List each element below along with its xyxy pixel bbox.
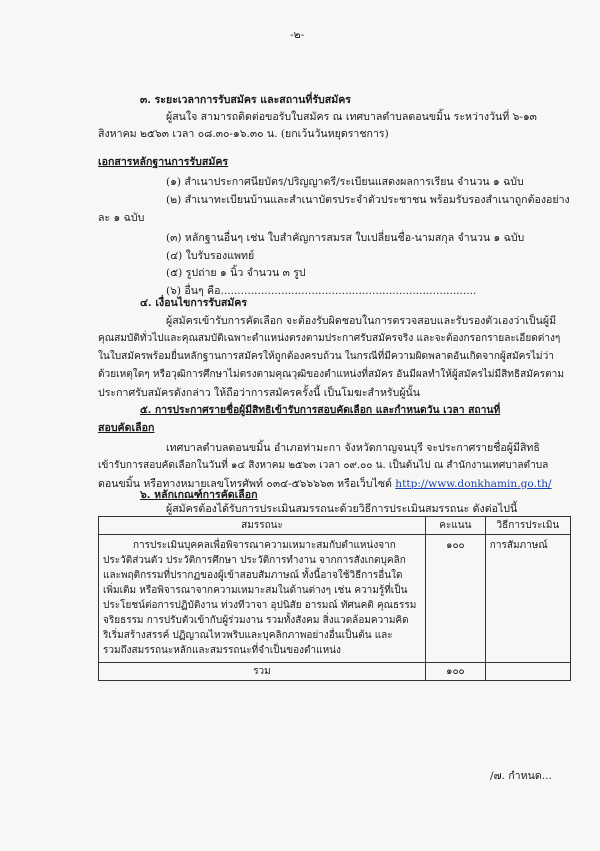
section3-line2: สิงหาคม ๒๕๖๓ เวลา ๐๘.๓๐-๑๖.๓๐ น. (ยกเว้นวันหยุดราชการ) (98, 128, 389, 140)
section4-heading: ๔. เงื่อนไขการรับสมัคร (140, 297, 248, 309)
section5-line3-text: ดอนขมิ้น หรือทางหมายเลขโทรศัพท์ ๐๓๔-๕๖๖๖๖๓ หรือเว็บไซต์ (98, 478, 396, 490)
description-line: ริเริ่มสร้างสรรค์ ปฏิญาณไหวพริบและบุคลิกภาพอย่างอื่นเป็นต้น และ (103, 630, 393, 641)
section4-line-4: ด้วยเหตุใดๆ หรือวุฒิการศึกษาไม่ตรงตามคุณวุฒิของตำแหน่งที่สมัคร อันมีผลทำให้ผู้สมัครไม่มีสิทธิสมัครตาม (98, 369, 564, 380)
description-line: การประเมินบุคคลเพื่อพิจารณาความเหมาะสมกับตำแหน่งจาก (133, 540, 396, 551)
description-line: ประโยชน์ต่อการปฏิบัติงาน ท่วงทีวาจา อุปนิสัย อารมณ์ ทัศนคติ คุณธรรม (103, 600, 417, 611)
documents-item-6: (๖) อื่นๆ คือ............................................................................ (166, 285, 477, 297)
table-header-row (99, 517, 571, 535)
total-label: รวม (99, 663, 426, 681)
total-score: ๑๐๐ (425, 663, 485, 681)
table-total-row (99, 663, 571, 681)
documents-item-2-cont: ละ ๑ ฉบับ (98, 212, 145, 224)
description-line: และพฤติกรรมที่ปรากฏของผู้เข้าสอบสัมภาษณ์ ทั้งนี้อาจใช้วิธีการอื่นใด (103, 570, 403, 581)
score-cell: ๑๐๐ (425, 535, 485, 663)
section5-line2: เข้ารับการสอบคัดเลือกในวันที่ ๑๔ สิงหาคม ๒๕๖๓ เวลา ๐๙.๐๐ น. เป็นต้นไป ณ สำนักงานเทศบาลตำบล (98, 460, 549, 471)
section5-line1: เทศบาลตำบลดอนขมิ้น อำเภอท่ามะกา จังหวัดกาญจนบุรี จะประกาศรายชื่อผู้มีสิทธิ (166, 442, 540, 454)
header-competency: สมรรถนะ (99, 517, 426, 535)
section4-line-3: ในใบสมัครพร้อมยื่นหลักฐานการสมัครให้ถูกต้องครบถ้วน ในกรณีที่มีความผิดพลาดอันเกิดจากผู้สมัครไม่ว่า (98, 351, 554, 362)
documents-item-4: (๔) ใบรับรองแพทย์ (166, 250, 255, 262)
total-empty (485, 663, 570, 681)
section3-heading-text: ๓. ระยะเวลาการรับสมัคร และสถานที่รับสมัคร (140, 94, 351, 106)
section5-heading-cont: สอบคัดเลือก (98, 422, 155, 434)
method-cell: การสัมภาษณ์ (485, 535, 570, 663)
description-line: ประวัติส่วนตัว ประวัติการศึกษา ประวัติการทำงาน จากการสังเกตบุคลิก (103, 555, 406, 566)
documents-item-5: (๕) รูปถ่าย ๑ นิ้ว จำนวน ๓ รูป (166, 267, 306, 279)
website-link[interactable]: http://www.donkhamin.go.th/ (395, 478, 552, 490)
competency-description (99, 535, 426, 663)
section4-line-1: ผู้สมัครเข้ารับการคัดเลือก จะต้องรับผิดชอบในการตรวจสอบและรับรองตัวเองว่าเป็นผู้มี (166, 315, 557, 327)
section4-line-2: คุณสมบัติทั่วไปและคุณสมบัติเฉพาะตำแหน่งตรงตามประกาศรับสมัครจริง และจะต้องกรอกรายละเอียดต่างๆ (98, 333, 561, 344)
documents-item-3: (๓) หลักฐานอื่นๆ เช่น ใบสำคัญการสมรส ใบเปลี่ยนชื่อ-นามสกุล จำนวน ๑ ฉบับ (166, 232, 525, 244)
section3-heading (140, 93, 351, 107)
section3-line1: ผู้สนใจ สามารถติดต่อขอรับใบสมัคร ณ เทศบาลตำบลดอนขมิ้น ระหว่างวันที่ ๖-๑๓ (166, 111, 537, 123)
description-line: เพิ่มเติม หรือพิจารณาจากความเหมาะสมในด้านต่างๆ เช่น ความรู้ที่เป็น (103, 585, 408, 596)
header-score: คะแนน (425, 517, 485, 535)
next-page-indicator: /๗. กำหนด... (490, 770, 552, 782)
description-line: รวมถึงสมรรถนะหลักและสมรรถนะที่จำเป็นของตำแหน่ง (103, 645, 341, 656)
section4-line-5: ประกาศรับสมัครดังกล่าว ให้ถือว่าการสมัครครั้งนี้ เป็นโมฆะสำหรับผู้นั้น (98, 387, 421, 399)
description-line: จริยธรรม การปรับตัวเข้ากับผู้ร่วมงาน รวมทั้งสังคม สิ่งแวดล้อมความคิด (103, 615, 409, 626)
documents-heading: เอกสารหลักฐานการรับสมัคร (98, 156, 229, 168)
section5-heading: ๕. การประกาศรายชื่อผู้มีสิทธิเข้ารับการสอบคัดเลือก และกำหนดวัน เวลา สถานที่ (140, 404, 501, 416)
table-row (99, 535, 571, 663)
documents-item-2: (๒) สำเนาทะเบียนบ้านและสำเนาบัตรประจำตัวประชาชน พร้อมรับรองสำเนาถูกต้องอย่าง (166, 194, 570, 206)
header-method: วิธีการประเมิน (485, 517, 570, 535)
documents-item-1: (๑) สำเนาประกาศนียบัตร/ปริญญาตรี/ระเบียนแสดงผลการเรียน จำนวน ๑ ฉบับ (166, 176, 524, 188)
page-number: -๒- (290, 29, 305, 41)
section6-heading-visible: ๖. หลักเกณฑ์การคัดเลือก (140, 489, 258, 501)
criteria-table (98, 516, 571, 681)
section6-intro: ผู้สมัครต้องได้รับการประเมินสมรรถนะด้วยวิธีการประเมินสมรรถนะ ดังต่อไปนี้ (166, 503, 518, 515)
